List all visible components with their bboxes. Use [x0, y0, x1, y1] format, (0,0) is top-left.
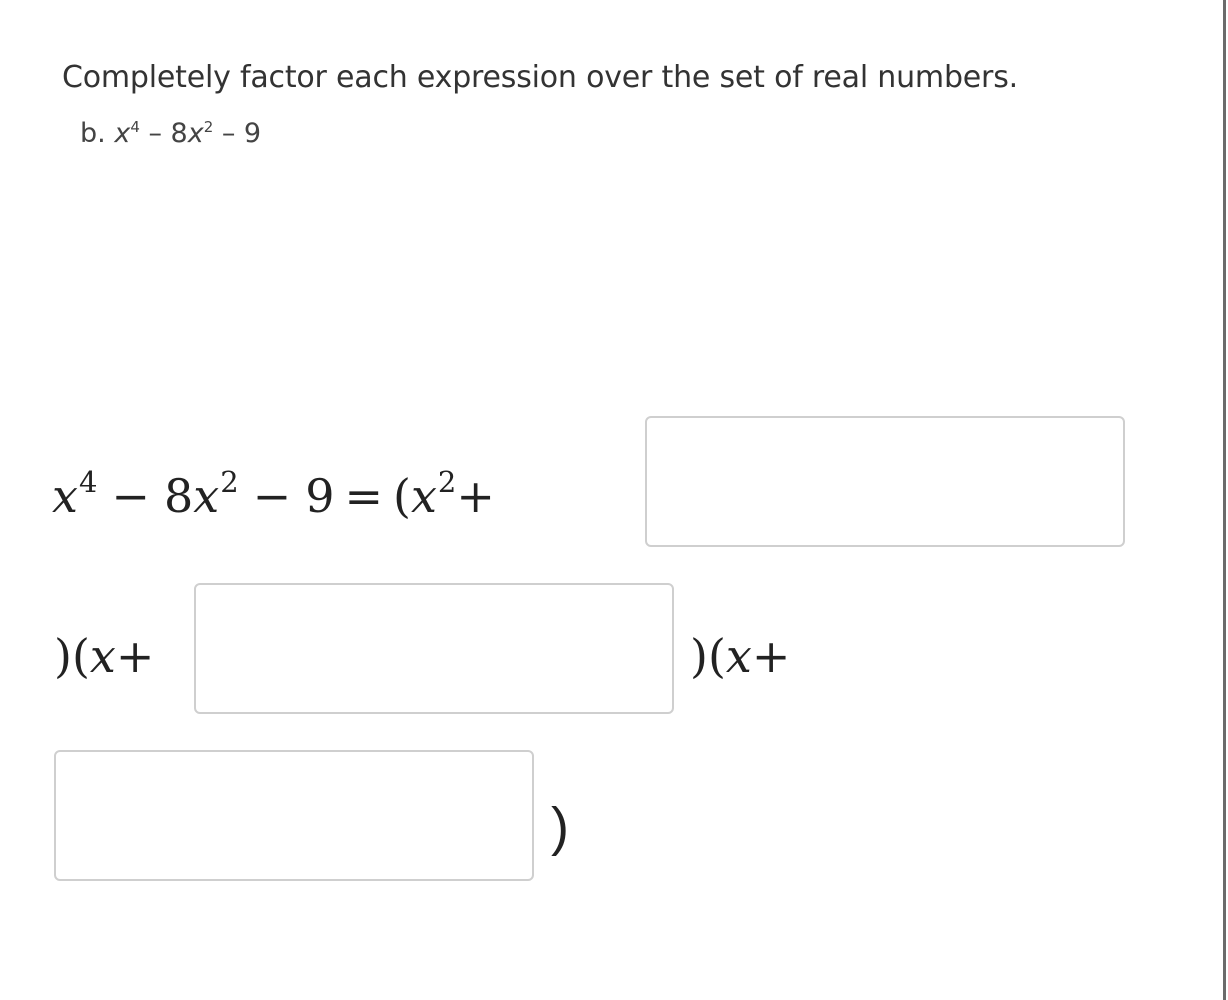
lhs-coef-8: 8	[163, 469, 194, 523]
factor-2-lead	[54, 629, 155, 683]
equation-lhs	[52, 465, 495, 523]
lhs-const-9: 9	[305, 469, 335, 523]
answer-input-2[interactable]	[194, 583, 674, 714]
rhs-var-x: x	[410, 469, 437, 523]
close-open-paren-2: )(	[690, 629, 726, 683]
answer-input-1[interactable]	[645, 416, 1125, 547]
lhs-minus-2: −	[252, 469, 292, 523]
factor2-var-x: x	[89, 629, 116, 683]
factor-3-lead	[690, 629, 791, 683]
problem-instruction: Completely factor each expression over the set of real numbers.	[62, 60, 1018, 95]
subproblem-b	[80, 118, 261, 149]
expr-tail: – 9	[213, 118, 262, 149]
final-close-paren: )	[551, 797, 569, 857]
lhs-exp-2: 2	[220, 465, 239, 499]
equals-sign: =	[344, 469, 384, 523]
plus-sign-3: +	[751, 629, 791, 683]
expr-exp1: 4	[130, 118, 140, 136]
page-edge-border	[1223, 0, 1226, 1000]
expr-exp2: 2	[203, 118, 214, 136]
rhs-exp-2: 2	[437, 465, 457, 499]
part-label: b.	[80, 118, 106, 149]
expr-var2: x	[187, 118, 204, 149]
lhs-var-x: x	[52, 469, 78, 523]
answer-input-3[interactable]	[54, 750, 534, 881]
plus-sign-1: +	[456, 469, 495, 523]
factor3-var-x: x	[725, 629, 752, 683]
expr-middle: – 8	[139, 118, 188, 149]
lhs-exp-4: 4	[78, 465, 98, 499]
expr-var: x	[114, 118, 131, 149]
plus-sign-2: +	[115, 629, 155, 683]
lhs-var-x2: x	[193, 469, 220, 523]
close-open-paren-1: )(	[54, 629, 90, 683]
open-paren: (	[393, 469, 411, 523]
lhs-minus-1: −	[111, 469, 150, 523]
